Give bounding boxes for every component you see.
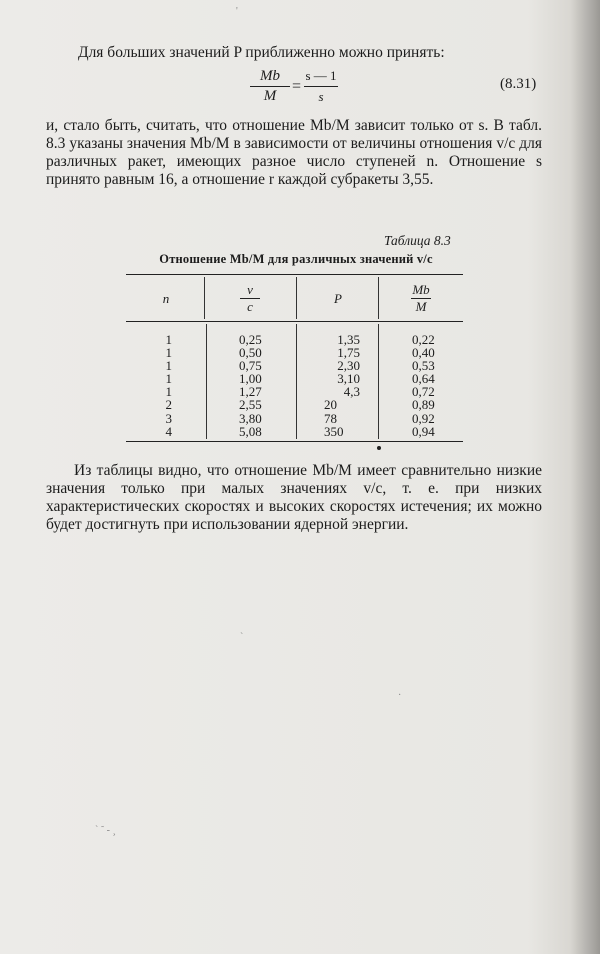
cell-n: 4 — [165, 423, 172, 439]
cell-mb: 0,40 — [412, 345, 435, 361]
scan-speck: ` ˜ ‐ ¸ — [95, 825, 116, 836]
formula-rhs-denominator: s — [318, 89, 324, 104]
column-n — [156, 333, 172, 438]
column-v-over-c — [239, 333, 262, 438]
formula-rhs-fraction — [304, 68, 338, 105]
cell-n: 3 — [165, 410, 172, 426]
formula-number: (8.31) — [500, 76, 537, 92]
table-column-divider — [296, 324, 297, 439]
cell-n: 1 — [165, 358, 172, 374]
column-p — [324, 333, 360, 438]
cell-n: 1 — [165, 371, 172, 387]
formula-8-31 — [0, 68, 600, 108]
cell-vc: 0,50 — [239, 345, 262, 361]
table-caption: Таблица 8.3 — [384, 233, 451, 248]
formula-lhs-numerator: Mb — [250, 68, 290, 87]
formula-rhs-numerator: s — 1 — [304, 68, 338, 87]
ink-dot — [377, 446, 381, 450]
table-column-divider — [206, 324, 207, 439]
cell-p: 3,10 — [337, 371, 360, 387]
cell-mb: 0,72 — [412, 384, 435, 400]
cell-p: 4,3 — [343, 384, 360, 400]
cell-vc: 2,55 — [239, 397, 262, 413]
cell-mb: 0,64 — [412, 371, 435, 387]
cell-p: 2,30 — [337, 358, 360, 374]
cell-n: 2 — [165, 397, 172, 413]
cell-vc: 1,00 — [239, 371, 262, 387]
cell-mb: 0,94 — [412, 423, 435, 439]
header-mb-numerator: Mb — [412, 282, 430, 297]
scan-speck: · — [398, 690, 402, 701]
cell-p: 1,75 — [337, 345, 360, 361]
header-vc-denominator: c — [247, 299, 253, 314]
header-v-over-c — [230, 282, 270, 315]
cell-n: 1 — [165, 345, 172, 361]
cell-vc: 0,75 — [239, 358, 262, 374]
cell-p: 20 — [324, 397, 337, 413]
table-top-rule — [126, 274, 463, 275]
explanation-paragraph: и, стало быть, считать, что отношение Mb/M зависит только от s. В табл. 8.3 указаны значения Mb/M в зависимости от величины отношения v/c для различных ракет, имеющих разное число ступеней n. Отношение s принято равным 16, а отношение r каждой субракеты 3,55. — [46, 117, 542, 188]
formula-lhs-fraction — [250, 68, 290, 105]
cell-n: 1 — [165, 332, 172, 347]
header-mb-over-m — [401, 282, 441, 315]
table-title: Отношение Mb/M для различных значений v/c — [159, 252, 433, 266]
table-bottom-rule — [126, 441, 463, 442]
intro-paragraph: Для больших значений P приближенно можно принять: — [78, 44, 445, 61]
cell-p: 350 — [324, 423, 344, 439]
cell-vc: 5,08 — [239, 423, 262, 439]
scan-speck: ' — [236, 6, 238, 17]
cell-vc: 1,27 — [239, 384, 262, 400]
cell-mb: 0,92 — [412, 410, 435, 426]
table-column-divider — [378, 277, 379, 319]
cell-vc: 0,25 — [239, 332, 262, 347]
cell-n: 1 — [165, 384, 172, 400]
scan-speck: ` — [240, 632, 244, 643]
formula-equals-sign: = — [292, 78, 302, 95]
cell-p: 1,35 — [337, 332, 360, 347]
table-column-divider — [296, 277, 297, 319]
header-mb-denominator: M — [415, 299, 427, 314]
header-vc-numerator: v — [240, 282, 260, 299]
data-table — [126, 274, 463, 444]
table-header-rule — [126, 321, 463, 322]
table-column-divider — [378, 324, 379, 439]
cell-mb: 0,22 — [412, 332, 435, 347]
cell-vc: 3,80 — [239, 410, 262, 426]
cell-mb: 0,89 — [412, 397, 435, 413]
header-p: P — [334, 291, 342, 306]
cell-mb: 0,53 — [412, 358, 435, 374]
table-column-divider — [204, 277, 205, 319]
formula-lhs-denominator: M — [263, 88, 277, 104]
conclusion-paragraph: Из таблицы видно, что отношение Mb/M имеет сравнительно низкие значения только при малых значениях v/c, т. е. при низких характеристических скоростях и высоких скоростях истечения; их можно будет достигнуть при использовании ядерной энергии. — [46, 462, 542, 533]
column-mb-over-m — [412, 333, 435, 438]
cell-p: 78 — [324, 410, 337, 426]
header-n: n — [162, 291, 170, 306]
